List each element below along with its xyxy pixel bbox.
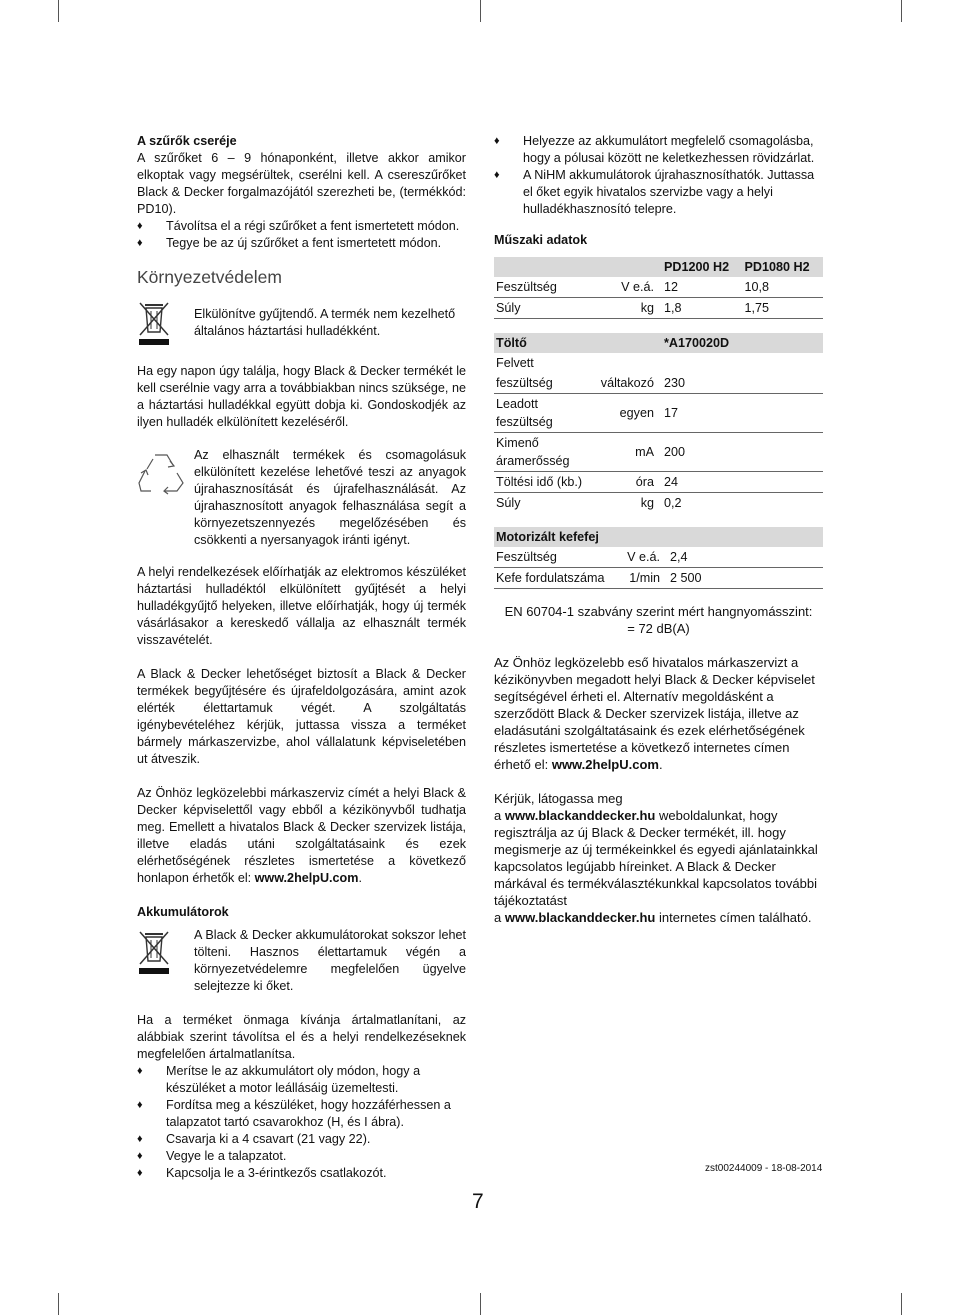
- website-url: www.blackanddecker.hu: [504, 910, 656, 925]
- paragraph: Az Önhöz legközelebbi márkaszerviz címét a helyi Black & Decker képviselettől vagy ebből a kézikönyvből tudhatja meg. Emellett a hivatalos Black & Decker szervizek listája, illetve eladás utáni szolgáltatásaink és ezek elérhetőségének részletes ismertetése a következő honlapon érhetők el: www.2helpU.com.: [137, 786, 466, 885]
- doc-id: zst00244009 - 18-08-2014: [705, 1163, 823, 1174]
- diamond-bullet-icon: ♦: [137, 1167, 143, 1179]
- battery-title: Akkumulátorok: [137, 905, 229, 919]
- website-url: www.blackanddecker.hu: [504, 808, 656, 823]
- model-header: PD1200 H2: [662, 257, 743, 277]
- table-row: Feszültség V e.á. 2,4: [494, 547, 823, 568]
- paragraph: Ha a terméket önmaga kívánja ártalmatlanítani, az alábbiak szerint távolítsa el és a helyi rendelkezéseknek megfelelően ártalmatlanítsa.: [137, 1013, 466, 1061]
- spec-table: [494, 257, 823, 319]
- diamond-bullet-icon: ♦: [494, 169, 500, 181]
- filter-title: A szűrők cseréje: [137, 134, 237, 148]
- diamond-bullet-icon: ♦: [137, 1150, 143, 1162]
- table-row: Felvett: [496, 356, 534, 370]
- noise-level: EN 60704-1 szabvány szerint mért hangnyomásszint: = 72 dB(A): [504, 604, 813, 636]
- list-item: ♦ Kapcsolja le a 3-érintkezős csatlakozót.: [137, 1166, 387, 1180]
- battery-text: A Black & Decker akkumulátorokat sokszor lehet tölteni. Hasznos élettartamuk végén a környezetvédelemre megfelelően ügyelve selejtezze ki őket.: [194, 928, 466, 993]
- table-row: Súly kg 0,2: [496, 496, 682, 510]
- paragraph: Az Önhöz legközelebb eső hivatalos márkaszervizt a kézikönyvben megadott helyi Black & Decker képviselet segítségével érheti el. Alternatív megoldásként a szerződött Black & Decker szervizek listája, illetve az eladásutáni szolgáltatásaink és ezek elérhetőségének részletes ismertetése a következő internetes címen érhető el: www.2helpU.com.: [494, 655, 815, 772]
- env-title: Környezetvédelem: [137, 267, 282, 287]
- table-row: Feszültség V e.á. 12 10,8: [494, 277, 823, 298]
- model-header: PD1080 H2: [743, 257, 824, 277]
- table-row: Kefe fordulatszáma 1/min 2 500: [494, 568, 823, 589]
- weee-notice: [137, 300, 466, 348]
- table-row: Töltő *A170020D: [494, 333, 823, 353]
- right-column: [494, 133, 823, 926]
- crop-mark: [901, 0, 902, 22]
- left-column: [137, 133, 466, 1182]
- paragraph: A Black & Decker lehetőséget biztosít a Black & Decker termékek begyűjtésére és újrafeldolgozására, amint azok elérték élettartamuk végét. A szolgáltatás igénybevételéhez kérjük, juttassa vissza a terméket bármely márkaszervizbe, ahol vállalatunk képviseletében ut átveszik.: [137, 667, 466, 766]
- recycle-text: Az elhasznált termékek és csomagolásuk elkülönített kezelése lehetővé teszi az anyagok újrahasznosítását és újrafelhasználását. Az újrahasznosított anyagok felhasználása segít a környezetszennyezés megelőzésében és csökkenti a nyersanyagok iránti igényt.: [194, 448, 466, 547]
- list-item: ♦ Merítse le az akkumulátort oly módon, hogy a készüléket a motor leállásáig üzemeltesti.: [137, 1064, 421, 1095]
- crossed-bin-icon: [137, 929, 171, 975]
- spec-title: Műszaki adatok: [494, 233, 588, 247]
- diamond-bullet-icon: ♦: [137, 237, 143, 249]
- recycle-notice: [137, 447, 466, 549]
- env-paragraph: Ha egy napon úgy találja, hogy Black & Decker termékét le kell cserélnie vagy arra a továbbiakban nincs szüksége, ne a háztartási hulladékkal együtt dobja ki. Gondoskodjék az ilyen hulladék elkülönített kezeléséről.: [137, 364, 466, 429]
- page-number: 7: [472, 1190, 484, 1213]
- paragraph: A helyi rendelkezések előírhatják az elektromos készüléket háztartási hulladéktól elkülönített gyűjtését a helyi hulladékgyűjtő helyeken, illetve előírhatják, hogy új termék vásárlásakor a kereskedő vállalja az elhasznált termék visszavételét.: [137, 565, 466, 647]
- diamond-bullet-icon: ♦: [137, 1133, 143, 1145]
- website-paragraph: Kérjük, látogassa meg a www.blackanddecker.hu weboldalunkat, hogy regisztrálja az új Black & Decker termékét, ill. hogy megismerje az új termékeinkkel és egyedi ajánlatainkkal kapcsolatos legújabb híreinket. A Black & Decker márkával és termékválasztékunkkal kapcsolatos további tájékoztatást a www.blackanddecker.hu internetes címen található.: [494, 791, 818, 925]
- service-url: www.2helpU.com: [254, 871, 359, 885]
- table-row: Kimenő áramerősség mA 200: [494, 433, 823, 472]
- brush-table: [494, 527, 823, 589]
- recycle-icon: [137, 449, 185, 495]
- crop-mark: [480, 0, 481, 22]
- crop-mark: [58, 1293, 59, 1315]
- list-item: ♦ Csavarja ki a 4 csavart (21 vagy 22).: [137, 1132, 371, 1146]
- table-row: Leadott feszültség egyen 17: [494, 394, 823, 433]
- diamond-bullet-icon: ♦: [137, 1065, 143, 1077]
- crop-mark: [58, 0, 59, 22]
- crop-mark: [901, 1293, 902, 1315]
- battery-notice: [137, 927, 466, 995]
- list-item: ♦ Vegye le a talapzatot.: [137, 1149, 287, 1163]
- list-item: ♦ A NiHM akkumulátorok újrahasznosíthatók. Juttassa el őket egyik hivatalos szervizbe vagy a helyi hulladékhasznosító telepre.: [494, 168, 815, 216]
- filter-text: A szűrőket 6 – 9 hónaponként, illetve akkor amikor elkoptak vagy megsérültek, cserélni kell. A csereszűrőket Black & Decker forgalmazójától szerezheti be, (termékkód: PD10).: [137, 151, 466, 216]
- table-row: [494, 257, 823, 277]
- crossed-bin-icon: [137, 300, 171, 346]
- diamond-bullet-icon: ♦: [137, 220, 143, 232]
- list-item: ♦ Távolítsa el a régi szűrőket a fent ismertetett módon.: [137, 219, 460, 233]
- list-item: ♦ Helyezze az akkumulátort megfelelő csomagolásba, hogy a pólusai között ne keletkezhessen rövidzárlat.: [494, 134, 815, 165]
- table-row: Töltési idő (kb.) óra 24: [494, 472, 823, 493]
- list-item: ♦ Tegye be az új szűrőket a fent ismertetett módon.: [137, 236, 442, 250]
- weee-text: Elkülönítve gyűjtendő. A termék nem kezelhető általános háztartási hulladékként.: [194, 307, 456, 338]
- table-row: Motorizált kefefej: [494, 527, 823, 547]
- service-url: www.2helpU.com: [551, 757, 659, 772]
- table-row: Súly kg 1,8 1,75: [494, 298, 823, 319]
- crop-mark: [480, 1293, 481, 1315]
- table-row: feszültség váltakozó 230: [494, 373, 823, 394]
- diamond-bullet-icon: ♦: [494, 135, 500, 147]
- diamond-bullet-icon: ♦: [137, 1099, 143, 1111]
- list-item: ♦ Fordítsa meg a készüléket, hogy hozzáférhessen a talapzatot tartó csavarokhoz (H, és I ábra).: [137, 1098, 451, 1129]
- charger-table: [494, 333, 823, 513]
